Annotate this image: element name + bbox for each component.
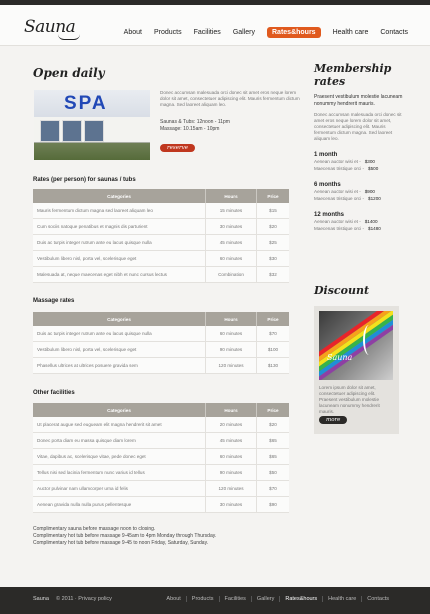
cell-category: Ut placerat augue sed eugueam elit magna hendrerit sit amet [33, 417, 206, 433]
notes [33, 526, 216, 547]
plan-row-price: $900 [364, 189, 375, 194]
plan-row-price: $1400 [364, 219, 378, 224]
spa-window [84, 120, 104, 142]
table-row [33, 326, 289, 342]
cell-category: Vestibulum libero nisl, porta vel, scelerisque eget [33, 342, 206, 358]
cell-hours: 30 minutes [206, 497, 257, 513]
footer [0, 587, 430, 614]
header [0, 5, 430, 46]
plan-row-price: $500 [368, 166, 379, 171]
facilities-table [33, 403, 289, 513]
plan-row-name: Aenean auctor wisi et - [314, 219, 361, 224]
footer-nav-about[interactable]: About [166, 596, 181, 602]
table-row [33, 342, 289, 358]
card-figure [363, 325, 375, 355]
cell-category: Duis ac turpis integer rutrum ante eu lacus quisque nulla [33, 235, 206, 251]
cell-price: $25 [257, 235, 290, 251]
cell-category: Phasellus ultrices at ultrices posuere gravida sem [33, 358, 206, 374]
cell-price: $130 [257, 358, 290, 374]
note-line: Complimentary hot tub before massage 9-45am to 4pm Monday through Thursday. [33, 533, 217, 539]
plan-row-name: Aenean auctor wisi et - [314, 159, 361, 164]
footer-brand: Sauna [33, 596, 49, 602]
cell-category: Vestibulum libero nisl, porta vel, scelerisque eget [33, 251, 206, 267]
plan-row-name: Maecenas tristique orci - [314, 226, 365, 231]
discount-card-image [319, 311, 393, 380]
main-nav [112, 27, 408, 38]
nav-health-care[interactable]: Health care [332, 29, 369, 36]
cell-hours: 60 minutes [206, 251, 257, 267]
cell-hours: 45 minutes [206, 235, 257, 251]
table-row [33, 358, 289, 374]
footer-nav-rates-hours[interactable]: Rates&hours [279, 596, 322, 602]
spa-window [40, 120, 60, 142]
cell-hours: 120 minutes [206, 358, 257, 374]
open-daily-title: Open daily [33, 66, 105, 80]
plan-row-name: Maecenas tristique orci - [314, 166, 365, 171]
cell-price: $32 [257, 267, 290, 283]
table-row [33, 417, 289, 433]
card-logo: Sauna [327, 353, 353, 362]
rates-table-title: Rates (per person) for saunas / tubs [33, 177, 136, 183]
rates-table [33, 189, 289, 283]
cell-category: Tellus nisi sed lacinia fermentum nunc varius id tellus [33, 465, 206, 481]
logo[interactable]: Sauna [24, 17, 76, 37]
plan-label: 12 months [314, 212, 345, 218]
plan-row-price: $1480 [368, 226, 381, 231]
discount-title: Discount [314, 284, 370, 297]
cell-category: Mauris fermentum dictum magna sed laoreet aliquam leo [33, 203, 206, 219]
membership-text: Donec accumsan malesuada orci donec sit amet eros neque lorem dolor sit amet, consectetuer adipiscing elit. Mauris fermentum dictum magna. Sed laoreet aliquam leo. [314, 112, 402, 141]
header-hours: Hours [206, 189, 257, 203]
plan-row-price: $300 [364, 159, 375, 164]
header-categories: Categories [33, 403, 206, 417]
cell-hours: 120 minutes [206, 481, 257, 497]
footer-nav-products[interactable]: Products [186, 596, 219, 602]
cell-hours: 45 minutes [206, 433, 257, 449]
nav-contacts[interactable]: Contacts [380, 29, 408, 36]
header-hours: Hours [206, 403, 257, 417]
cell-price: $65 [257, 433, 290, 449]
plan-label: 6 months [314, 182, 341, 188]
cell-price: $15 [257, 203, 290, 219]
nav-about[interactable]: About [123, 29, 142, 36]
footer-nav-health-care[interactable]: Health care [322, 596, 361, 602]
membership-sidebar [314, 62, 406, 232]
plan-row [314, 165, 406, 172]
open-daily-text: Donec accumsan malesuada orci donec sit amet eros neque lorem dolor sit amet, consectetuer adipiscing elit. Mauris fermentum dictum magna. Sed laoreet aliquam leo. [160, 90, 300, 107]
header-hours: Hours [206, 312, 257, 326]
cell-hours: 60 minutes [206, 449, 257, 465]
cell-hours: 20 minutes [206, 417, 257, 433]
membership-lead: Praesent vestibulum molestie lacuneam nonummy hendrerit mauris. [314, 94, 403, 107]
table-row [33, 251, 289, 267]
table-row [33, 497, 289, 513]
cell-price: $90 [257, 497, 290, 513]
hours-saunas: Saunas & Tubs: 12noon - 11pm [160, 119, 230, 125]
cell-hours: 15 minutes [206, 203, 257, 219]
cell-price: $20 [257, 219, 290, 235]
table-row [33, 433, 289, 449]
table-row [33, 203, 289, 219]
table-row [33, 235, 289, 251]
cell-price: $70 [257, 481, 290, 497]
membership-title: Membership rates [314, 62, 392, 88]
plan-row [314, 225, 406, 232]
more-button[interactable]: more [319, 416, 347, 424]
footer-copyright[interactable]: © 2011 · Privacy policy [56, 596, 112, 602]
cell-category: Donec porta diam eu massa quisque diam lorem [33, 433, 206, 449]
plan-row [314, 218, 406, 225]
opening-hours [160, 119, 300, 133]
note-line: Complimentary sauna before massage noon to closing. [33, 526, 156, 532]
nav-products[interactable]: Products [153, 29, 182, 36]
plan-label: 1 month [314, 152, 338, 158]
cell-hours: 90 minutes [206, 465, 257, 481]
cell-category: Vitae, dapibus ac, scelerisque vitae, pede donec eget [33, 449, 206, 465]
plan-row-name: Maecenas tristique orci - [314, 196, 365, 201]
logo-swash [58, 34, 80, 40]
cell-hours: 60 minutes [206, 326, 257, 342]
hours-massage: Massage: 10.15am - 10pm [160, 126, 220, 132]
header-price: Price [257, 312, 290, 326]
table-row [33, 449, 289, 465]
spa-image [34, 90, 150, 160]
reserve-button[interactable]: reserve [160, 144, 195, 152]
table-row [33, 465, 289, 481]
header-price: Price [257, 403, 290, 417]
cell-price: $30 [257, 251, 290, 267]
cell-category: Auctor pulvinar nam ullamcorper urna id felis [33, 481, 206, 497]
spa-window [62, 120, 82, 142]
cell-price: $100 [257, 342, 290, 358]
footer-nav-facilities[interactable]: Facilities [219, 596, 251, 602]
footer-nav-gallery[interactable]: Gallery [251, 596, 279, 602]
note-line: Complimentary hot tub before massage 9-45 to noon Friday, Saturday, Sunday. [33, 540, 209, 546]
cell-price: $50 [257, 465, 290, 481]
nav-facilities[interactable]: Facilities [193, 29, 221, 36]
cell-category: Malesuada at, neque maecenas eget nibh et nunc cursus lectus [33, 267, 206, 283]
cell-hours: Combination [206, 267, 257, 283]
plan-row [314, 158, 406, 165]
facilities-table-title: Other facilities [33, 390, 75, 396]
massage-table-title: Massage rates [33, 298, 75, 304]
discount-text: Lorem ipsum dolor sit amet, consectetuer adipiscing elit. Praesent vestibulum molestie lacuneam nonummy hendrerit mauris. [319, 385, 380, 414]
plan-row-price: $1200 [368, 196, 381, 201]
cell-hours: 30 minutes [206, 219, 257, 235]
nav-gallery[interactable]: Gallery [232, 29, 255, 36]
footer-nav-contacts[interactable]: Contacts [361, 596, 394, 602]
cell-price: $65 [257, 449, 290, 465]
footer-nav [161, 596, 394, 602]
cell-category: Cum sociis natoque penatibus et magnis dis parturient [33, 219, 206, 235]
cell-price: $70 [257, 326, 290, 342]
header-categories: Categories [33, 312, 206, 326]
plan-row [314, 188, 406, 195]
cell-hours: 90 minutes [206, 342, 257, 358]
cell-category: Duis ac turpis integer rutrum ante eu lacus quisque nulla [33, 326, 206, 342]
header-price: Price [257, 189, 290, 203]
table-row [33, 219, 289, 235]
cell-price: $20 [257, 417, 290, 433]
table-row [33, 481, 289, 497]
plan-row-name: Aenean auctor wisi et - [314, 189, 361, 194]
cell-category: Aenean gravida nulla nulla purus pellentesque [33, 497, 206, 513]
header-categories: Categories [33, 189, 206, 203]
nav-rates-hours[interactable]: Rates&hours [267, 27, 321, 38]
plan-row [314, 195, 406, 202]
table-row [33, 267, 289, 283]
massage-table [33, 312, 289, 374]
discount-box [314, 306, 399, 434]
spa-sign-text: SPA [64, 93, 108, 114]
